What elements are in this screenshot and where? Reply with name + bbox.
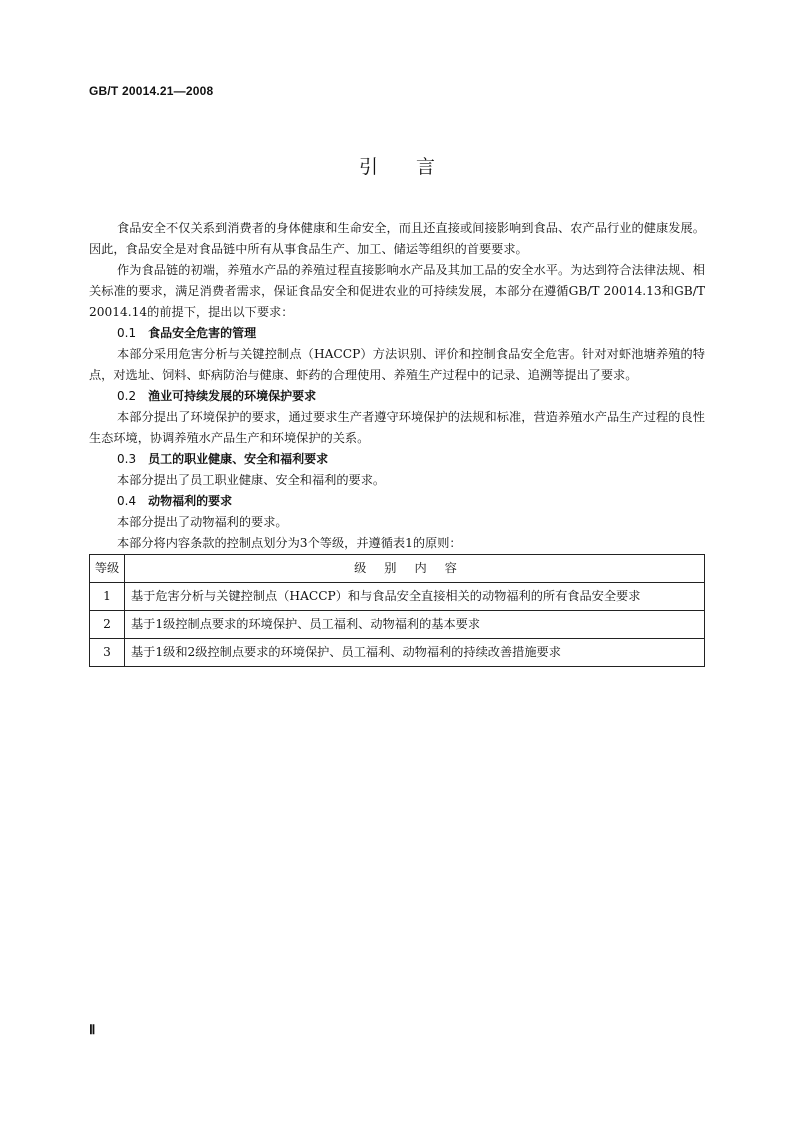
document-body <box>89 218 705 667</box>
page-title: 引言 <box>358 156 473 178</box>
section-heading <box>89 386 705 407</box>
control-level-table <box>89 554 705 667</box>
section-heading <box>89 449 705 470</box>
table-row <box>90 611 705 639</box>
content-cell: 基于危害分析与关键控制点（HACCP）和与食品安全直接相关的动物福利的所有食品安全要求 <box>125 583 705 611</box>
page-number: Ⅱ <box>89 1022 96 1037</box>
paragraph: 作为食品链的初端，养殖水产品的养殖过程直接影响水产品及其加工品的安全水平。为达到符合法律法规、相关标准的要求，满足消费者需求，保证食品安全和促进农业的可持续发展，本部分在遵循GB/T 20014.13和GB/T 20014.14的前提下，提出以下要求： <box>89 263 705 319</box>
table-row <box>90 639 705 667</box>
section-number: 0.1 <box>117 326 137 340</box>
section-title: 动物福利的要求 <box>148 494 233 508</box>
column-header-level: 等级 <box>90 555 125 583</box>
level-cell: 2 <box>90 611 125 639</box>
section-title: 渔业可持续发展的环境保护要求 <box>148 389 317 403</box>
level-cell: 3 <box>90 639 125 667</box>
table-header-row <box>90 555 705 583</box>
paragraph: 本部分提出了环境保护的要求，通过要求生产者遵守环境保护的法规和标准，营造养殖水产品生产过程的良性生态环境，协调养殖水产品生产和环境保护的关系。 <box>89 410 705 445</box>
column-header-content: 级别内容 <box>125 555 705 583</box>
section-heading <box>89 323 705 344</box>
paragraph: 本部分采用危害分析与关键控制点（HACCP）方法识别、评价和控制食品安全危害。针对对虾池塘养殖的特点，对选址、饲料、虾病防治与健康、虾药的合理使用、养殖生产过程中的记录、追溯等提出了要求。 <box>89 347 705 382</box>
paragraph: 本部分将内容条款的控制点划分为3个等级，并遵循表1的原则： <box>117 536 462 550</box>
standard-code: GB/T 20014.21—2008 <box>89 84 214 98</box>
section-number: 0.2 <box>117 389 137 403</box>
content-cell: 基于1级和2级控制点要求的环境保护、员工福利、动物福利的持续改善措施要求 <box>125 639 705 667</box>
content-cell: 基于1级控制点要求的环境保护、员工福利、动物福利的基本要求 <box>125 611 705 639</box>
section-heading <box>89 491 705 512</box>
paragraph: 本部分提出了员工职业健康、安全和福利的要求。 <box>117 473 386 487</box>
section-number: 0.3 <box>117 452 137 466</box>
section-title: 员工的职业健康、安全和福利要求 <box>148 452 329 466</box>
section-title: 食品安全危害的管理 <box>148 326 257 340</box>
level-cell: 1 <box>90 583 125 611</box>
table-row <box>90 583 705 611</box>
paragraph: 食品安全不仅关系到消费者的身体健康和生命安全，而且还直接或间接影响到食品、农产品行业的健康发展。因此，食品安全是对食品链中所有从事食品生产、加工、储运等组织的首要要求。 <box>89 221 705 256</box>
paragraph: 本部分提出了动物福利的要求。 <box>117 515 288 529</box>
section-number: 0.4 <box>117 494 137 508</box>
